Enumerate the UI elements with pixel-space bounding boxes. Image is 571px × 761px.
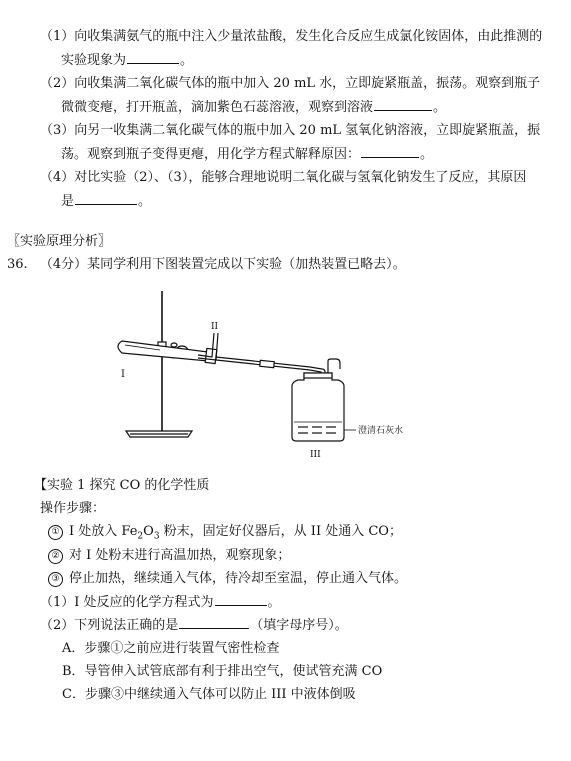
item3-text-b: 荡。观察到瓶子变得更瘪，用化学方程式解释原因： <box>61 147 361 162</box>
steps-label: 操作步骤： <box>40 501 106 516</box>
label-I: I <box>121 369 125 380</box>
exp1-q2-text-post: （填字母序号）。 <box>250 618 348 633</box>
q36-stem-text: （4分）某同学利用下图装置完成以下实验（加热装置已略去）。 <box>39 257 406 272</box>
section-header: 〖实验原理分析〗 <box>7 234 112 249</box>
answer-blank-1[interactable] <box>127 51 179 64</box>
item1-line-a <box>40 28 542 46</box>
step-mark-3: ③ <box>48 572 63 587</box>
label-II: II <box>211 322 219 332</box>
q36-stem <box>7 256 406 274</box>
answer-blank-4[interactable] <box>75 192 137 205</box>
step2-text: 对 I 处粉末进行高温加热，观察现象； <box>69 548 291 563</box>
step-mark-1: ① <box>48 525 63 540</box>
item4-line-a <box>40 169 526 187</box>
period: 。 <box>420 147 434 162</box>
apparatus-diagram <box>100 285 430 465</box>
exp1-q1-text: （1）I 处反应的化学方程式为 <box>40 595 214 610</box>
step-1 <box>48 523 402 541</box>
step1-text-mid: O <box>143 524 154 539</box>
step-2 <box>48 547 290 565</box>
item3-text-a: （3）向另一收集满二氧化碳气体的瓶中加入 20 mL 氢氧化钠溶液，立即旋紧瓶盖，振 <box>40 123 541 138</box>
period: 。 <box>267 595 281 610</box>
experiment1-title: 【实验 1 探究 CO 的化学性质 <box>34 478 210 493</box>
item4-text-a: （4）对比实验（2）、（3），能够合理地说明二氧化碳与氢氧化钠发生了反应，其原因 <box>40 170 527 185</box>
answer-blank-3[interactable] <box>361 145 419 158</box>
wash-bottle <box>292 373 344 441</box>
item2-text-b: 微微变瘪，打开瓶盖，滴加紫色石蕊溶液，观察到溶液 <box>61 100 374 115</box>
item4-text-b: 是 <box>61 194 75 209</box>
item2-text-a: （2）向收集满二氧化碳气体的瓶中加入 20 mL 水，立即旋紧瓶盖，振荡。观察到瓶子 <box>40 76 541 91</box>
period: 。 <box>138 194 152 209</box>
label-limewater: 澄清石灰水 <box>358 426 404 436</box>
label-III: III <box>310 450 321 460</box>
subscript-3: 3 <box>153 531 160 542</box>
exp1-q2 <box>40 616 348 635</box>
answer-blank-2[interactable] <box>374 98 432 111</box>
q36-number: 36. <box>7 257 28 272</box>
item2-line-b <box>61 98 446 117</box>
exp1-q2-text-pre: （2）下列说法正确的是 <box>40 618 179 633</box>
answer-blank-5[interactable] <box>215 593 267 606</box>
option-A[interactable]: A．步骤①之前应进行装置气密性检查 <box>62 641 280 656</box>
item2-line-a <box>40 75 540 93</box>
subscript-2: 2 <box>137 531 144 542</box>
period: 。 <box>180 53 194 68</box>
option-C[interactable]: C．步骤③中继续通入气体可以防止 III 中液体倒吸 <box>62 687 356 702</box>
item3-line-b <box>61 145 433 164</box>
item4-line-b <box>61 192 151 211</box>
period: 。 <box>433 100 447 115</box>
option-B[interactable]: B．导管伸入试管底部有利于排出空气，使试管充满 CO <box>62 664 383 679</box>
item1-line-b <box>61 51 193 70</box>
step-3 <box>48 570 407 588</box>
step1-text-pre: I 处放入 Fe <box>69 524 138 539</box>
exp1-q1 <box>40 593 281 612</box>
answer-blank-6[interactable] <box>179 616 249 629</box>
step-mark-2: ② <box>48 549 63 564</box>
step3-text: 停止加热，继续通入气体，待冷却至室温，停止通入气体。 <box>69 571 408 586</box>
item1-text-b: 实验现象为 <box>61 53 127 68</box>
step1-text-post: 粉末，固定好仪器后，从 II 处通入 CO； <box>159 524 402 539</box>
item3-line-a <box>40 122 540 140</box>
item1-text-a: （1）向收集满氨气的瓶中注入少量浓盐酸，发生化合反应生成氯化铵固体，由此推测的 <box>40 29 543 44</box>
